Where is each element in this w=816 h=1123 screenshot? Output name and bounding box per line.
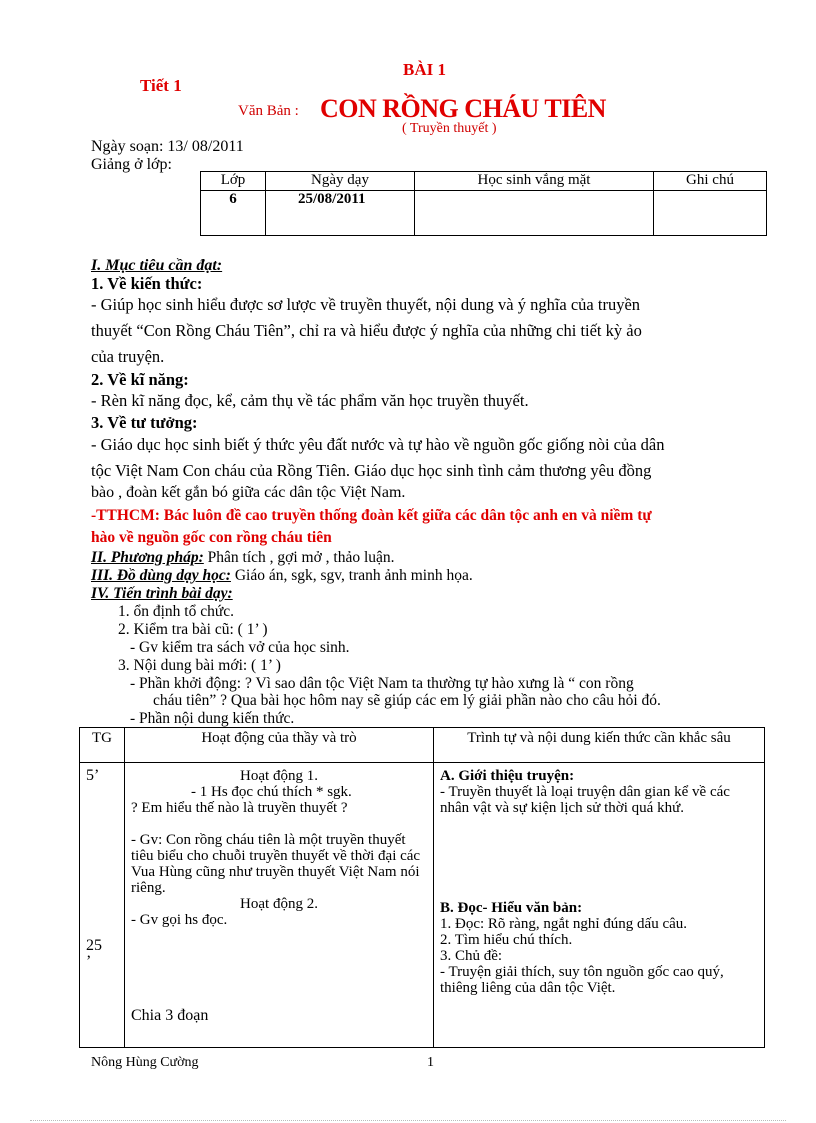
tg-2: 25 <box>86 937 102 954</box>
do-dung-row <box>91 567 473 585</box>
cell-vang-mat <box>415 191 654 236</box>
class-label: Giảng ở lớp: <box>91 156 172 173</box>
footer-author: Nông Hùng Cường <box>91 1055 199 1070</box>
do-dung-label: III. Đồ dùng dạy học: <box>91 567 231 584</box>
phuong-phap-row <box>91 549 395 567</box>
page-subtitle: ( Truyền thuyết ) <box>402 121 497 136</box>
col-header-ngay-day: Ngày dạy <box>266 172 415 191</box>
step-3: 3. Nội dung bài mới: ( 1’ ) <box>118 657 281 674</box>
kt-b1: 1. Đọc: Rõ ràng, ngắt nghỉ đúng dấu câu. <box>440 916 688 932</box>
cell-tg <box>80 763 125 1048</box>
col-header-tg: TG <box>80 728 125 763</box>
col-header-ghi-chu: Ghi chú <box>654 172 767 191</box>
ki-nang-line-1: - Rèn kĩ năng đọc, kể, cảm thụ về tác phẩm văn học truyền thuyết. <box>91 391 529 410</box>
kt-b4: - Truyện giải thích, suy tôn nguồn gốc cao quý, thiêng liêng của dân tộc Việt. <box>440 964 724 996</box>
tu-tuong-line-3: bào , đoàn kết gắn bó giữa các dân tộc Việt Nam. <box>91 484 406 501</box>
do-dung-value: Giáo án, sgk, sgv, tranh ảnh minh họa. <box>234 567 473 584</box>
kt-a-title: A. Giới thiệu truyện: <box>440 768 575 784</box>
step-3-sub-2: - Phần nội dung kiến thức. <box>130 710 295 727</box>
page-number: 1 <box>427 1055 434 1070</box>
kt-b-title: B. Đọc- Hiểu văn bản: <box>440 900 583 916</box>
hd2-a: - Gv gọi hs đọc. <box>131 912 228 928</box>
hd1-b: ? Em hiểu thế nào là truyền thuyết ? <box>131 800 348 816</box>
section-muc-tieu: I. Mục tiêu cần đạt: <box>91 257 223 274</box>
phuong-phap-value: Phân tích , gợi mở , thảo luận. <box>207 549 395 566</box>
tu-tuong-line-1: - Giáo dục học sinh biết ý thức yêu đất nước và tự hào về nguồn gốc giống nòi của dân <box>91 435 665 454</box>
class-table-header <box>201 172 767 191</box>
table-row <box>201 191 767 236</box>
thcm-line-2: hào về nguồn gốc con rồng cháu tiên <box>91 529 332 546</box>
page-title: CON RỒNG CHÁU TIÊN <box>320 94 606 123</box>
kien-thuc-line-2: thuyết “Con Rồng Cháu Tiên”, chỉ ra và hiểu được ý nghĩa của những chi tiết kỳ ảo <box>91 321 642 340</box>
tg-2b: ’ <box>86 953 92 970</box>
cell-hoat-dong <box>125 763 434 1048</box>
step-1: 1. ổn định tổ chức. <box>118 603 235 620</box>
kt-b3: 3. Chủ đề: <box>440 948 503 964</box>
prep-date: Ngày soạn: 13/ 08/2011 <box>91 138 244 155</box>
col-header-noi-dung: Trình tự và nội dung kiến thức cần khắc sâu <box>434 728 765 763</box>
kien-thuc-line-3: của truyện. <box>91 347 165 366</box>
step-3-sub-1a: - Phần khởi động: ? Vì sao dân tộc Việt Nam ta thường tự hào xưng là “ con rồng <box>130 675 634 692</box>
hd2-b: Chia 3 đoạn <box>131 1007 209 1024</box>
page-bottom-divider <box>30 1120 786 1121</box>
lesson-table-header <box>80 728 765 763</box>
period-label: Tiết 1 <box>140 76 182 95</box>
hd1-title: Hoạt động 1. <box>240 768 318 784</box>
tg-1: 5’ <box>86 767 100 784</box>
kt-b2: 2. Tìm hiểu chú thích. <box>440 932 573 948</box>
col-header-lop: Lớp <box>201 172 266 191</box>
col-header-hoat-dong: Hoạt động của thầy và trò <box>125 728 434 763</box>
cell-ghi-chu <box>654 191 767 236</box>
cell-ngay-day: 25/08/2011 <box>266 191 415 236</box>
lesson-table <box>79 727 765 1048</box>
text-label: Văn Bản : <box>238 103 299 119</box>
cell-lop: 6 <box>201 191 266 236</box>
hd1-c: - Gv: Con rồng cháu tiên là một truyền thuyết tiêu biểu cho chuỗi truyền thuyết về thời đại các Vua Hùng cũng như truyền thuyết Việt Nam nói riêng. <box>131 832 421 896</box>
hd2-title: Hoạt động 2. <box>240 896 318 912</box>
tu-tuong-line-2: tộc Việt Nam Con cháu của Rồng Tiên. Giáo dục học sinh tình cảm thương yêu đồng <box>91 461 652 480</box>
thcm-line-1: -TTHCM: Bác luôn đề cao truyền thống đoàn kết giữa các dân tộc anh en và niềm tự <box>91 507 652 524</box>
kien-thuc-line-1: - Giúp học sinh hiểu được sơ lược về truyền thuyết, nội dung và ý nghĩa của truyền <box>91 295 641 314</box>
class-table <box>200 171 767 236</box>
table-row <box>80 763 765 1048</box>
step-2-sub: - Gv kiểm tra sách vở của học sinh. <box>130 639 350 656</box>
step-2: 2. Kiểm tra bài cũ: ( 1’ ) <box>118 621 268 638</box>
lesson-number: BÀI 1 <box>403 60 446 79</box>
hd1-a: - 1 Hs đọc chú thích * sgk. <box>191 784 352 800</box>
heading-ki-nang: 2. Về kĩ năng: <box>91 370 189 389</box>
col-header-vang-mat: Học sinh vắng mặt <box>415 172 654 191</box>
phuong-phap-label: II. Phương pháp: <box>91 549 204 566</box>
section-tien-trinh: IV. Tiến trình bài dạy: <box>91 585 233 602</box>
cell-noi-dung <box>434 763 765 1048</box>
kt-a-text: - Truyền thuyết là loại truyện dân gian kể về các nhân vật và sự kiện lịch sử thời quá khứ. <box>440 784 730 816</box>
heading-kien-thuc: 1. Về kiến thức: <box>91 274 203 293</box>
heading-tu-tuong: 3. Về tư tưởng: <box>91 413 198 432</box>
step-3-sub-1b: cháu tiên” ? Qua bài học hôm nay sẽ giúp các em lý giải phần nào cho câu hỏi đó. <box>153 692 661 709</box>
